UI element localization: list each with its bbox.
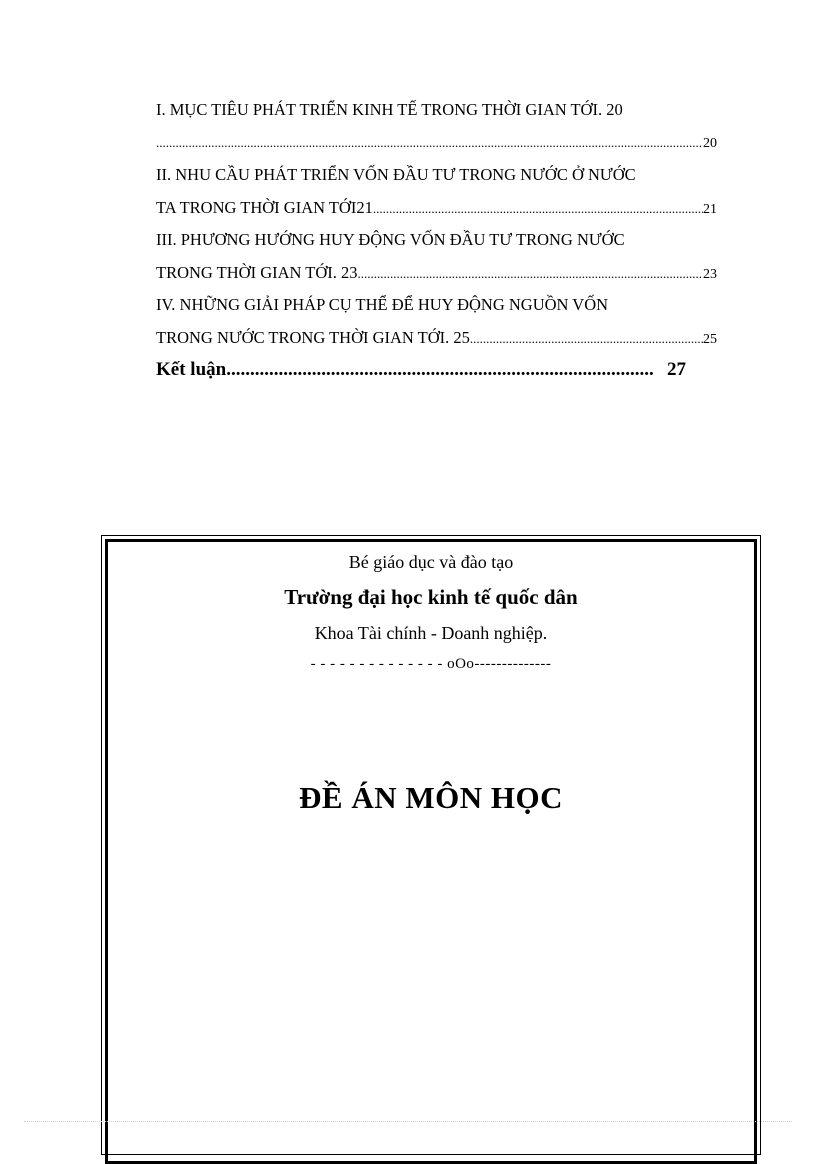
toc-entry-3 [156, 224, 717, 257]
ministry-name: Bé giáo dục và đào tạo [348, 552, 514, 572]
dot-leader [358, 258, 704, 290]
toc-entry-4-leader [156, 322, 717, 355]
table-of-contents [156, 94, 717, 387]
cover-page-frame [101, 535, 761, 1155]
toc-entry-3-leader [156, 257, 717, 290]
university-name: Trường đại học kinh tế quốc dân [284, 585, 578, 609]
toc-conclusion-label: Kết luận [156, 359, 227, 380]
toc-entry-2-text: II. NHU CẦU PHÁT TRIỂN VỐN ĐẦU TƯ TRONG NƯỚC Ở NƯỚC [156, 165, 636, 184]
toc-entry-3-leader-text: TRONG THỜI GIAN TỚI. 23 [156, 262, 358, 282]
toc-entry-2-page: 21 [703, 201, 717, 217]
toc-entry-4-leader-text: TRONG NƯỚC TRONG THỜI GIAN TỚI. 25 [156, 327, 470, 347]
toc-entry-2 [156, 159, 717, 192]
toc-entry-4-page: 25 [703, 331, 717, 347]
faculty-name: Khoa Tài chính - Doanh nghiệp. [314, 623, 548, 643]
toc-entry-1 [156, 94, 717, 127]
cover-page-content [102, 548, 760, 816]
toc-entry-4-text: IV. NHỮNG GIẢI PHÁP CỤ THỂ ĐỂ HUY ĐỘNG NGUỒN VỐN [156, 295, 609, 314]
toc-entry-3-page: 23 [703, 266, 717, 282]
dot-leader [226, 354, 653, 387]
toc-entry-1-page: 20 [703, 135, 717, 151]
page-bottom-rule [24, 1121, 792, 1122]
project-title: ĐỀ ÁN MÔN HỌC [299, 780, 563, 815]
toc-entry-3-text: III. PHƯƠNG HƯỚNG HUY ĐỘNG VỐN ĐẦU TƯ TRONG NƯỚC [156, 230, 625, 249]
dot-leader [470, 323, 703, 355]
toc-conclusion-page: 27 [667, 359, 686, 380]
ornament-separator: - - - - - - - - - - - - - - oOo-------------- [310, 656, 552, 672]
toc-entry-1-leader [156, 127, 717, 160]
toc-entry-2-leader [156, 192, 717, 225]
dot-leader [156, 127, 703, 160]
toc-entry-4 [156, 289, 717, 322]
toc-entry-1-text: I. MỤC TIÊU PHÁT TRIỂN KINH TẾ TRONG THỜI GIAN TỚI. 20 [156, 100, 623, 119]
toc-entry-2-leader-text: TA TRONG THỜI GIAN TỚI21 [156, 197, 373, 217]
toc-conclusion [156, 354, 686, 387]
dot-leader [373, 193, 703, 225]
